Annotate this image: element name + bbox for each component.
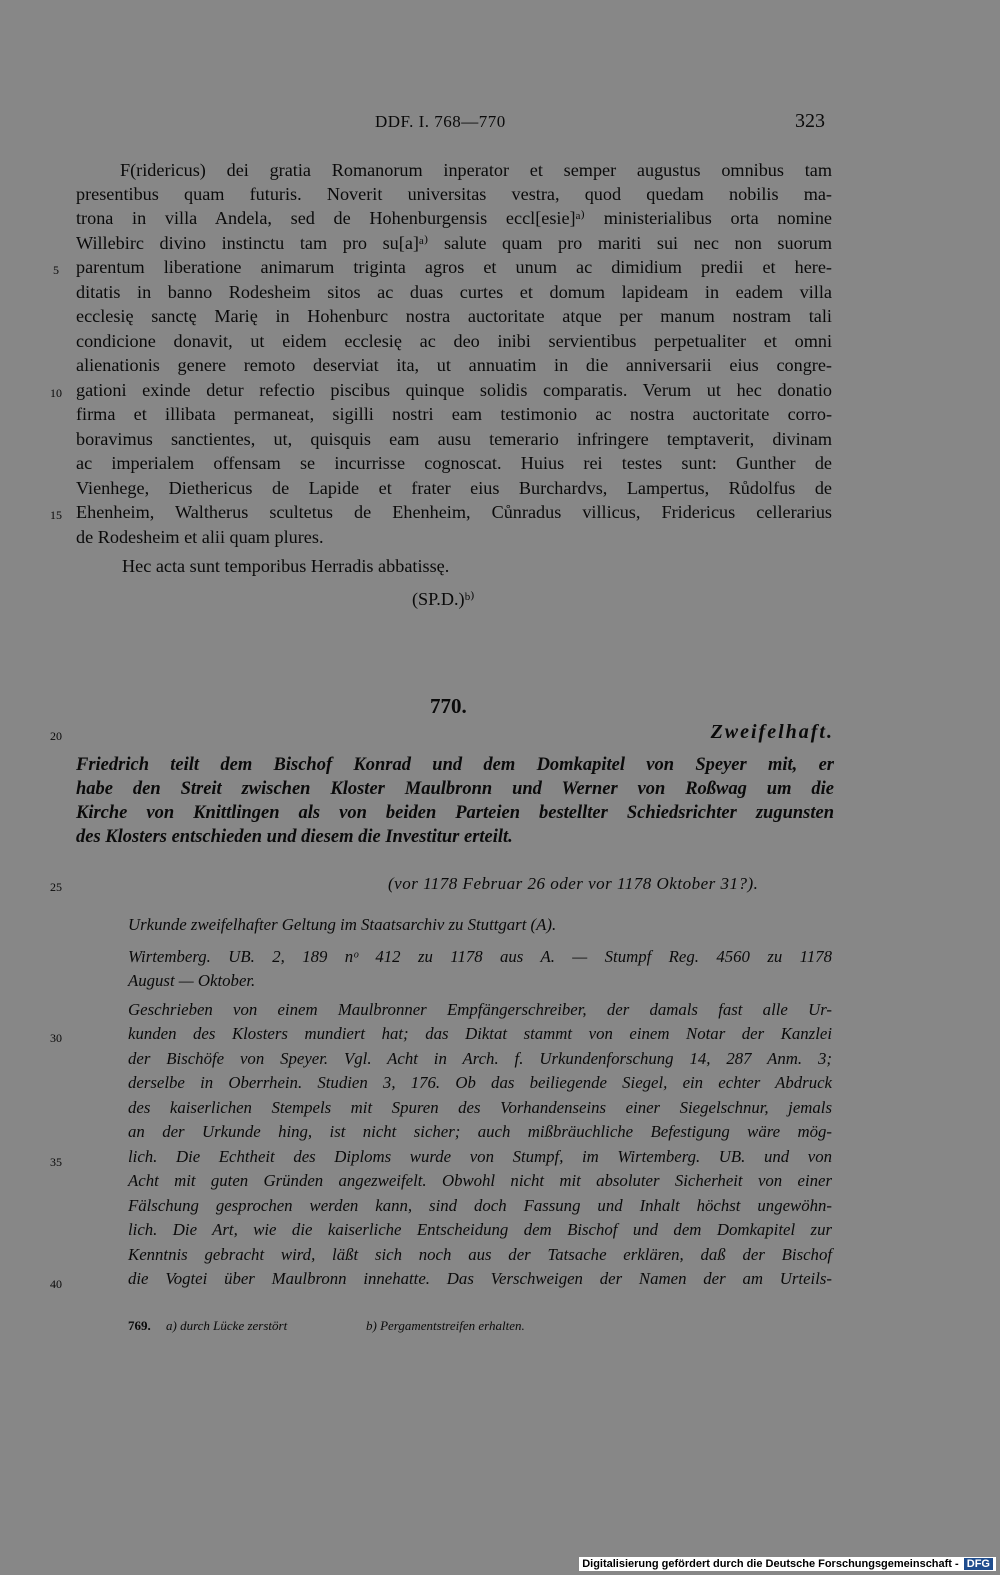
seal-mark: (SP.D.)ᵇ⁾ (412, 589, 475, 609)
note-line: August — Oktober. (128, 971, 256, 990)
note-line: Acht mit guten Gründen angezweifelt. Obwohl nicht mit absoluter Sicherheit von einer (128, 1171, 832, 1190)
text-line: boravimus sanctientes, ut, quisquis eam ausu temerario infringere temptaverit, divinam (76, 429, 832, 449)
text-line: de Rodesheim et alii quam plures. (76, 527, 324, 547)
acta-line: Hec acta sunt temporibus Herradis abbatissę. (122, 556, 450, 576)
note-line: die Vogtei über Maulbronn innehatte. Das Verschweigen der Namen der am Urteils- (128, 1269, 832, 1288)
document-date: (vor 1178 Februar 26 oder vor 1178 Oktober 31?). (388, 874, 759, 893)
note-line: an der Urkunde hing, ist nicht sicher; auch mißbräuchliche Befestigung wäre mög- (128, 1122, 832, 1141)
text-line: firma et illibata permaneat, sigilli nostri eam testimonio ac nostra auctoritate corro- (76, 404, 832, 424)
note-line: des kaiserlichen Stempels mit Spuren des Vorhandenseins einer Siegelschnur, jemals (128, 1098, 832, 1117)
text-line: presentibus quam futuris. Noverit universitas vestra, quod quedam nobilis ma- (76, 184, 832, 204)
text-line: parentum liberatione animarum triginta agros et unum ac dimidium predii et here- (76, 257, 832, 277)
credit-text: Digitalisierung gefördert durch die Deutsche Forschungsgemeinschaft - (582, 1558, 959, 1570)
text-line: Willebirc divino instinctu tam pro su[a]ᵃ⁾ salute quam pro mariti sui nec non suorum (76, 233, 832, 253)
line-number: 25 (50, 880, 62, 894)
authenticity-status: Zweifelhaft. (710, 721, 834, 743)
note-line: Wirtemberg. UB. 2, 189 nᵒ 412 zu 1178 aus A. — Stumpf Reg. 4560 zu 1178 (128, 947, 832, 966)
note-line: Kenntnis gebracht wird, läßt sich noch aus der Tatsache erklären, daß der Bischof (128, 1245, 832, 1264)
text-line: ditatis in banno Rodesheim sitos ac duas curtes et domum lapideam in eadem villa (76, 282, 832, 302)
text-line: gationi exinde detur refectio piscibus quinque solidis comparatis. Verum ut hec donatio (76, 380, 832, 400)
dfg-logo-icon: DFG (964, 1558, 993, 1570)
regest-line: Friedrich teilt dem Bischof Konrad und dem Domkapitel von Speyer mit, er (76, 755, 834, 775)
note-line: derselbe in Oberrhein. Studien 3, 176. Ob das beiliegende Siegel, ein echter Abdruck (128, 1073, 832, 1092)
note-line: Urkunde zweifelhafter Geltung im Staatsarchiv zu Stuttgart (A). (128, 915, 557, 934)
regest-line: des Klosters entschieden und diesem die Investitur erteilt. (76, 827, 513, 847)
footnote-reference: 769. (128, 1318, 151, 1333)
line-number: 30 (50, 1031, 62, 1045)
line-number: 40 (50, 1277, 62, 1291)
line-number: 10 (50, 386, 62, 400)
note-line: lich. Die Art, wie die kaiserliche Entscheidung dem Bischof und dem Domkapitel zur (128, 1220, 832, 1239)
text-line: Vienhege, Diethericus de Lapide et frater eius Burchardvs, Lampertus, Růdolfus de (76, 478, 832, 498)
regest-line: habe den Streit zwischen Kloster Maulbronn und Werner von Roßwag um die (76, 779, 834, 799)
regest-line: Kirche von Knittlingen als von beiden Parteien bestellter Schiedsrichter zugunsten (76, 803, 834, 823)
document-number: 770. (430, 694, 467, 718)
text-line: Ehenheim, Waltherus scultetus de Ehenheim, Cůnradus villicus, Fridericus cellerarius (76, 502, 832, 522)
line-number: 35 (50, 1155, 62, 1169)
text-line: condicione donavit, ut eidem ecclesię ac deo inibi servientibus perpetualiter et omni (76, 331, 832, 351)
page-number: 323 (795, 110, 825, 132)
note-line: lich. Die Echtheit des Diploms wurde von Stumpf, im Wirtemberg. UB. und von (128, 1147, 832, 1166)
line-number: 20 (50, 729, 62, 743)
text-line: alienationis genere remoto deserviat ita, ut annuatim in die anniversarii eius congre- (76, 355, 832, 375)
note-line: kunden des Klosters mundiert hat; das Diktat stammt von einem Notar der Kanzlei (128, 1024, 832, 1043)
note-line: der Bischöfe von Speyer. Vgl. Acht in Arch. f. Urkundenforschung 14, 287 Anm. 3; (128, 1049, 832, 1068)
footnote-b: b) Pergamentstreifen erhalten. (366, 1318, 525, 1333)
funding-credit (579, 1557, 996, 1571)
note-line: Fälschung gesprochen werden kann, sind doch Fassung und Inhalt höchst ungewöhn- (128, 1196, 832, 1215)
text-line: ecclesię sanctę Marię in Hohenburc nostra auctoritate atque per manum nostram tali (76, 306, 832, 326)
text-line: ac imperialem offensam se incurrisse cognoscat. Huius rei testes sunt: Gunther de (76, 453, 832, 473)
running-header: DDF. I. 768—770 (375, 112, 506, 131)
footnote-a: a) durch Lücke zerstört (166, 1318, 288, 1333)
line-number: 5 (53, 263, 59, 277)
line-number: 15 (50, 508, 62, 522)
text-line: F(ridericus) dei gratia Romanorum inperator et semper augustus omnibus tam (120, 160, 832, 180)
note-line: Geschrieben von einem Maulbronner Empfängerschreiber, der damals fast alle Ur- (128, 1000, 832, 1019)
text-line: trona in villa Andela, sed de Hohenburgensis eccl[esie]ᵃ⁾ ministerialibus orta nomine (76, 208, 832, 228)
